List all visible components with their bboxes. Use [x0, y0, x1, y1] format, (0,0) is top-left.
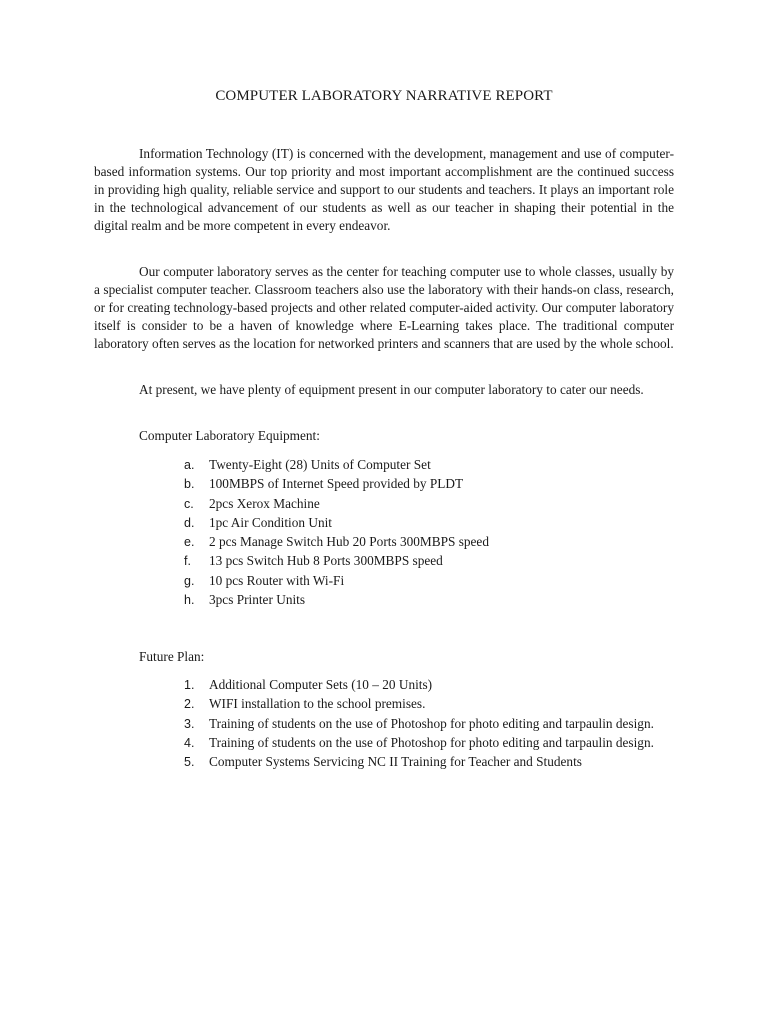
list-item-text: WIFI installation to the school premises. — [209, 696, 426, 712]
equipment-heading: Computer Laboratory Equipment: — [139, 428, 320, 443]
list-marker: 1. — [184, 678, 195, 692]
list-item-text: 3pcs Printer Units — [209, 592, 306, 608]
list-marker: d. — [184, 515, 195, 530]
list-item-text: 2pcs Xerox Machine — [209, 495, 320, 511]
list-marker: g. — [184, 573, 195, 588]
equipment-intro-paragraph — [94, 381, 674, 399]
list-item — [184, 514, 654, 532]
list-item — [184, 753, 654, 771]
list-item-text: 100MBPS of Internet Speed provided by PLDT — [209, 476, 464, 492]
list-item-text: 2 pcs Manage Switch Hub 20 Ports 300MBPS speed — [209, 534, 489, 550]
future-plan-list — [184, 676, 654, 772]
list-marker: f. — [184, 554, 191, 569]
list-item — [184, 695, 654, 713]
list-item-text: Additional Computer Sets (10 – 20 Units) — [209, 677, 433, 692]
intro-paragraph — [94, 145, 674, 235]
list-marker: h. — [184, 593, 195, 608]
list-item-text: 13 pcs Switch Hub 8 Ports 300MBPS speed — [209, 553, 443, 569]
list-item — [184, 552, 654, 570]
list-item-text: Twenty-Eight (28) Units of Computer Set — [209, 457, 431, 472]
paragraph-text: Information Technology (IT) is concerned with the development, management and use of computer-based information systems. Our top priority and most important accomplishment are the continued success in providing high quality, reliable service and support to our students and teachers. It plays an important role in the technological advancement of our students as well as our teacher in shaping their potential in the digital realm and be more competent in every endeavor. — [94, 146, 674, 233]
list-item — [184, 591, 654, 609]
list-item — [184, 495, 654, 513]
future-plan-heading: Future Plan: — [139, 649, 205, 664]
list-item — [184, 533, 654, 551]
list-marker: 5. — [184, 755, 195, 770]
list-item — [184, 715, 654, 733]
list-item-text: 10 pcs Router with Wi-Fi — [209, 572, 345, 588]
list-item — [184, 456, 654, 474]
laboratory-paragraph — [94, 263, 674, 353]
paragraph-text: Our computer laboratory serves as the center for teaching computer use to whole classes, usually by a specialist computer teacher. Classroom teachers also use the laboratory with their hands-on class, research, or for creating technology-based projects and other related computer-aided activity. Our computer laboratory itself is consider to be a haven of knowledge where E-Learning takes place. The traditional computer laboratory often serves as the location for networked printers and scanners that are used by the whole school. — [94, 264, 674, 351]
list-marker: 3. — [184, 716, 195, 731]
list-item — [184, 676, 654, 694]
list-marker: 4. — [184, 735, 195, 750]
page-title: COMPUTER LABORATORY NARRATIVE REPORT — [215, 88, 553, 104]
list-marker: b. — [184, 477, 195, 492]
paragraph-text: At present, we have plenty of equipment present in our computer laboratory to cater our needs. — [139, 382, 644, 397]
list-item — [184, 572, 654, 590]
list-item-text: Training of students on the use of Photoshop for photo editing and tarpaulin design. — [209, 715, 654, 731]
list-marker: e. — [184, 535, 195, 550]
list-item-text: 1pc Air Condition Unit — [209, 514, 332, 530]
list-marker: a. — [184, 458, 195, 472]
list-item — [184, 475, 654, 493]
list-item — [184, 734, 654, 752]
list-item-text: Computer Systems Servicing NC II Training for Teacher and Students — [209, 754, 582, 770]
list-marker: c. — [184, 496, 194, 511]
list-marker: 2. — [184, 697, 195, 712]
equipment-list — [184, 456, 654, 610]
list-item-text: Training of students on the use of Photoshop for photo editing and tarpaulin design. — [209, 734, 654, 750]
